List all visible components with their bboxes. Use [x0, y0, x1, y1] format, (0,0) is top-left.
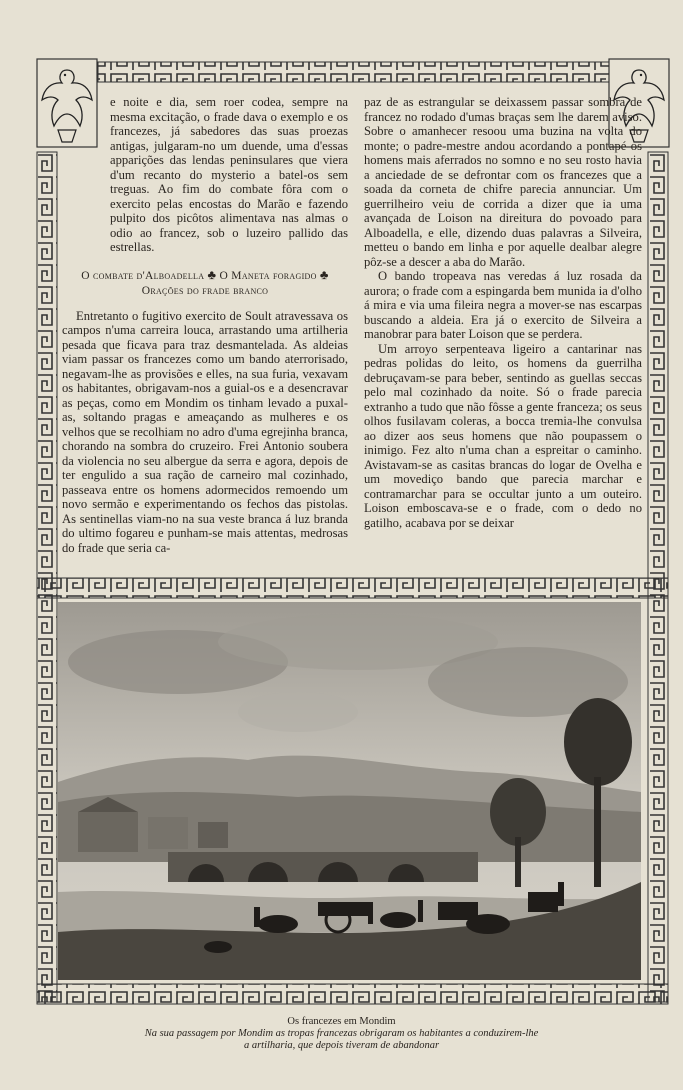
- section-heading: [62, 267, 348, 299]
- paragraph: Entretanto o fugitivo exercito de Soult atravessava os campos n'uma carreira louca, arrastando uma artilheria pesada que ficava para traz desmantelada. As aldeias viam passar os francezes como um bando aterrorisado, negavam-lhe as provisões e elles, na sua furia, vexavam os habitantes, obrigavam-nos a guial-os e a desencravar as peças, como em Mondim os tinham levado a puxal-as, soltando pragas e ameaçando as mulheres e os velhos que se recolhiam no adro d'uma egrejinha branca, chorando na sombra do cruzeiro. Frei Antonio soubera da violencia no seu albergue da serra e agora, depois de ter engulido a sua ração de carneiro mal cozinhado, passeava entre os homens adormecidos remoendo um novo sermão e experimentando os fechos das pistolas. As sentinellas viam-no na sua veste branca á luz branda do ultimo fogareu e punham-se mais attentas, medrosas do frade que seria ca-: [62, 308, 348, 555]
- paragraph: e noite e dia, sem roer codea, sempre na mesma excitação, o frade dava o exemplo e os francezes, já sabedores das suas proezas antigas, julgaram-no um duende, uma d'essas apparições das lendas peninsulares que viera d'um recanto do mysterio a batel-os sem treguas. Ao fim do combate fôra com o exercito pelas encostas do Marão e fazendo pulpito dos picôtos alimentava nas almas o odio ao francez, sob o luzeiro pallido das estrellas.: [110, 95, 348, 254]
- caption-subtitle: Na sua passagem por Mondim as tropas francezas obrigaram os habitantes a conduzirem-lhe: [144, 1028, 539, 1039]
- heading-part: Orações do frade branco: [141, 284, 269, 297]
- illustration-caption: [40, 1016, 643, 1052]
- illustration-french-in-mondim: [58, 602, 641, 980]
- caption-title: Os francezes em Mondim: [287, 1016, 396, 1027]
- club-icon: ♣: [319, 266, 329, 282]
- paragraph: Um arroyo serpenteava ligeiro a cantarinar nas pedras polidas do leito, os homens da guerrilha debruçavam-se para beber, sentindo as guellas seccas pelo mal cozinhado da noite. Só o frade parecia extranho a tudo que não fôsse a gente franceza; os seus olhos fusilavam coleras, a bocca tremia-lhe convulsa ao dizer aos seus homens que não poupassem o inimigo. Fez alto n'uma chan a espreitar o caminho. Avistavam-se as casitas brancas do logar de Ovelha e um movediço bando que parecia marchar e contramarchar para se occultar junto a um outeiro. Loison emboscava-se e o frade, com o dedo no gatilho, acabava por se deixar: [364, 341, 642, 530]
- caption-subtitle: a artilharia, que depois tiveram de abandonar: [243, 1040, 440, 1051]
- paragraph: O bando tropeava nas veredas á luz rosada da aurora; o frade com a espingarda bem munida ia d'olho á mira e via uma fileira negra a mover-se nas escarpas buscando a aldeia. Era já o exercito de Silveira a manobrar para bater Loison que se perdera.: [364, 269, 642, 341]
- paragraph: paz de as estrangular se deixassem passar sombra de francez no rodado d'umas braças sem lhe darem aviso. Sobre o amanhecer resoou uma buzina na volta do monte; o padre-mestre andou acordando a pontapé os homens mais aferrados no somno e no seu rosto havia a anciedade de se defrontar com os francezes que a soada da corneta de chifre parecia annunciar. Um guerrilheiro veiu de corrida a dizer que ia uma avançada de Loison na direitura do povoado para Alboadella, e elle, dizendo duas palavras a Silveira, metteu o bando em linha e por aquelle dealbar alegre pôz-se a descer a aba do Marão.: [364, 95, 642, 269]
- heading-part: O Maneta foragido: [219, 269, 317, 282]
- heading-part: O combate d'Alboadella: [81, 269, 205, 282]
- engraving-image: [58, 602, 641, 980]
- left-column: [62, 95, 348, 555]
- club-icon: ♣: [207, 266, 217, 282]
- right-column: [364, 95, 642, 530]
